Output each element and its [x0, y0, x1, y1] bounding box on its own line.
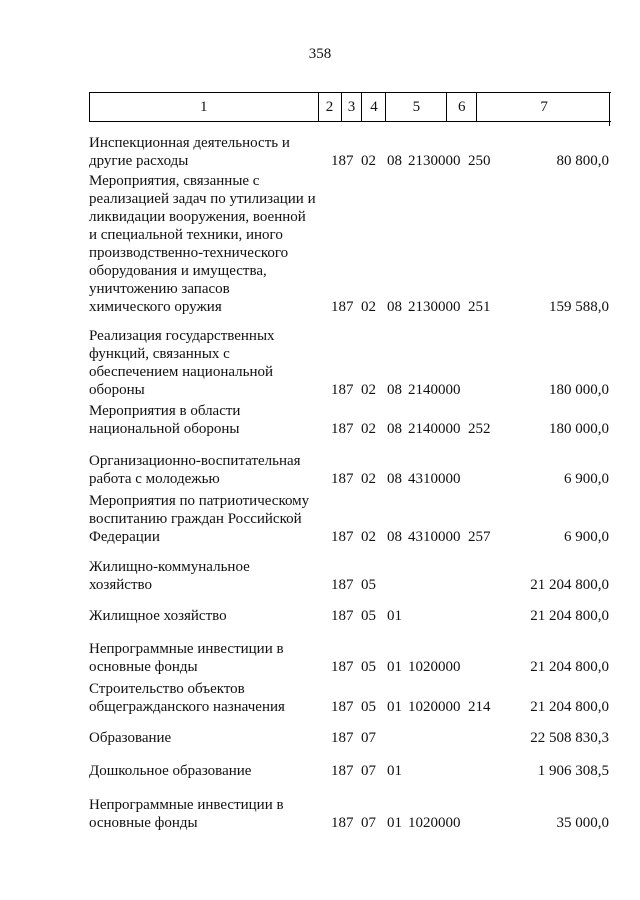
row-description — [89, 558, 329, 594]
row-description-line: Непрограммные инвестиции в — [89, 641, 284, 657]
row-description-line: Жилищное хозяйство — [89, 608, 227, 624]
page-number: 358 — [308, 46, 332, 62]
header-col-5: 5 — [386, 93, 447, 121]
table-row — [89, 327, 609, 399]
section-code: 02 — [361, 299, 376, 315]
subsection-code: 01 — [387, 608, 402, 624]
expense-type-code: 214 — [468, 699, 491, 715]
section-code: 02 — [361, 382, 376, 398]
row-description-line: химического оружия — [89, 299, 222, 315]
row-description — [89, 452, 329, 488]
row-description-line: и специальной техники, иного — [89, 227, 283, 243]
target-item-code: 2130000 — [408, 153, 461, 169]
row-amount: 21 204 800,0 — [530, 608, 609, 624]
section-code: 02 — [361, 529, 376, 545]
row-amount: 35 000,0 — [556, 815, 609, 831]
subsection-code: 08 — [387, 529, 402, 545]
ved-code: 187 — [331, 659, 354, 675]
table-row — [89, 607, 609, 625]
target-item-code: 1020000 — [408, 699, 461, 715]
row-description-line: работа с молодежью — [89, 471, 220, 487]
row-description-line: Мероприятия в области — [89, 403, 241, 419]
table-row — [89, 796, 609, 832]
subsection-code: 01 — [387, 659, 402, 675]
table-row — [89, 134, 609, 170]
ved-code: 187 — [331, 529, 354, 545]
row-description — [89, 327, 329, 399]
section-code: 02 — [361, 471, 376, 487]
row-description — [89, 607, 329, 625]
target-item-code: 1020000 — [408, 659, 461, 675]
row-description-line: Дошкольное образование — [89, 763, 252, 779]
row-description-line: Организационно-воспитательная — [89, 453, 301, 469]
target-item-code: 4310000 — [408, 529, 461, 545]
section-code: 07 — [361, 730, 376, 746]
ved-code: 187 — [331, 153, 354, 169]
row-description-line: основные фонды — [89, 659, 198, 675]
row-amount: 21 204 800,0 — [530, 699, 609, 715]
row-description-line: основные фонды — [89, 815, 198, 831]
row-description — [89, 134, 329, 170]
target-item-code: 2140000 — [408, 421, 461, 437]
table-row — [89, 729, 609, 747]
row-amount: 21 204 800,0 — [530, 577, 609, 593]
table-edge — [609, 92, 610, 126]
row-description-line: обеспечением национальной — [89, 364, 274, 380]
row-description-line: Строительство объектов — [89, 681, 245, 697]
table-header — [89, 92, 611, 122]
subsection-code: 01 — [387, 699, 402, 715]
row-description-line: производственно-технического — [89, 245, 289, 261]
row-description-line: национальной обороны — [89, 421, 240, 437]
expense-type-code: 257 — [468, 529, 491, 545]
ved-code: 187 — [331, 421, 354, 437]
row-amount: 159 588,0 — [549, 299, 609, 315]
target-item-code: 2130000 — [408, 299, 461, 315]
row-description-line: Образование — [89, 730, 172, 746]
row-description-line: хозяйство — [89, 577, 152, 593]
expense-type-code: 252 — [468, 421, 491, 437]
row-amount: 21 204 800,0 — [530, 659, 609, 675]
header-col-6: 6 — [447, 93, 477, 121]
section-code: 07 — [361, 763, 376, 779]
row-description — [89, 492, 329, 546]
row-description-line: Федерации — [89, 529, 160, 545]
row-description-line: Инспекционная деятельность и — [89, 135, 290, 151]
row-description-line: Мероприятия по патриотическому — [89, 493, 310, 509]
subsection-code: 08 — [387, 382, 402, 398]
table-row — [89, 492, 609, 546]
row-description-line: уничтожению запасов — [89, 281, 230, 297]
ved-code: 187 — [331, 699, 354, 715]
ved-code: 187 — [331, 299, 354, 315]
section-code: 05 — [361, 699, 376, 715]
table-row — [89, 402, 609, 438]
row-description-line: обороны — [89, 382, 145, 398]
row-description — [89, 762, 329, 780]
subsection-code: 08 — [387, 421, 402, 437]
ved-code: 187 — [331, 815, 354, 831]
row-description-line: ликвидации вооружения, военной — [89, 209, 306, 225]
row-amount: 6 900,0 — [564, 471, 609, 487]
subsection-code: 01 — [387, 815, 402, 831]
section-code: 07 — [361, 815, 376, 831]
ved-code: 187 — [331, 382, 354, 398]
header-col-4: 4 — [362, 93, 386, 121]
subsection-code: 08 — [387, 299, 402, 315]
row-description-line: Жилищно-коммунальное — [89, 559, 250, 575]
row-amount: 6 900,0 — [564, 529, 609, 545]
expense-type-code: 250 — [468, 153, 491, 169]
row-amount: 1 906 308,5 — [537, 763, 609, 779]
target-item-code: 1020000 — [408, 815, 461, 831]
row-description-line: общегражданского назначения — [89, 699, 285, 715]
ved-code: 187 — [331, 730, 354, 746]
header-col-7: 7 — [540, 99, 548, 115]
row-description-line: другие расходы — [89, 153, 189, 169]
row-description — [89, 640, 329, 676]
row-description — [89, 796, 329, 832]
row-description — [89, 172, 329, 316]
ved-code: 187 — [331, 577, 354, 593]
target-item-code: 2140000 — [408, 382, 461, 398]
row-description-line: Реализация государственных — [89, 328, 275, 344]
section-code: 02 — [361, 421, 376, 437]
subsection-code: 08 — [387, 471, 402, 487]
table-row — [89, 452, 609, 488]
section-code: 05 — [361, 608, 376, 624]
ved-code: 187 — [331, 608, 354, 624]
row-description-line: Непрограммные инвестиции в — [89, 797, 284, 813]
section-code: 02 — [361, 153, 376, 169]
row-description-line: воспитанию граждан Российской — [89, 511, 302, 527]
row-amount: 180 000,0 — [549, 382, 609, 398]
expense-type-code: 251 — [468, 299, 491, 315]
row-description-line: Мероприятия, связанные с — [89, 173, 260, 189]
ved-code: 187 — [331, 471, 354, 487]
table-row — [89, 762, 609, 780]
header-col-1: 1 — [90, 93, 319, 121]
row-description-line: функций, связанных с — [89, 346, 230, 362]
row-amount: 22 508 830,3 — [530, 730, 609, 746]
target-item-code: 4310000 — [408, 471, 461, 487]
row-amount: 80 800,0 — [556, 153, 609, 169]
table-row — [89, 558, 609, 594]
row-amount: 180 000,0 — [549, 421, 609, 437]
table-row — [89, 172, 609, 316]
table-row — [89, 680, 609, 716]
header-col-3: 3 — [342, 93, 363, 121]
row-description-line: реализацией задач по утилизации и — [89, 191, 316, 207]
row-description — [89, 729, 329, 747]
row-description-line: оборудования и имущества, — [89, 263, 267, 279]
section-code: 05 — [361, 577, 376, 593]
section-code: 05 — [361, 659, 376, 675]
table-row — [89, 640, 609, 676]
ved-code: 187 — [331, 763, 354, 779]
row-description — [89, 402, 329, 438]
subsection-code: 08 — [387, 153, 402, 169]
row-description — [89, 680, 329, 716]
header-col-2: 2 — [319, 93, 342, 121]
subsection-code: 01 — [387, 763, 402, 779]
